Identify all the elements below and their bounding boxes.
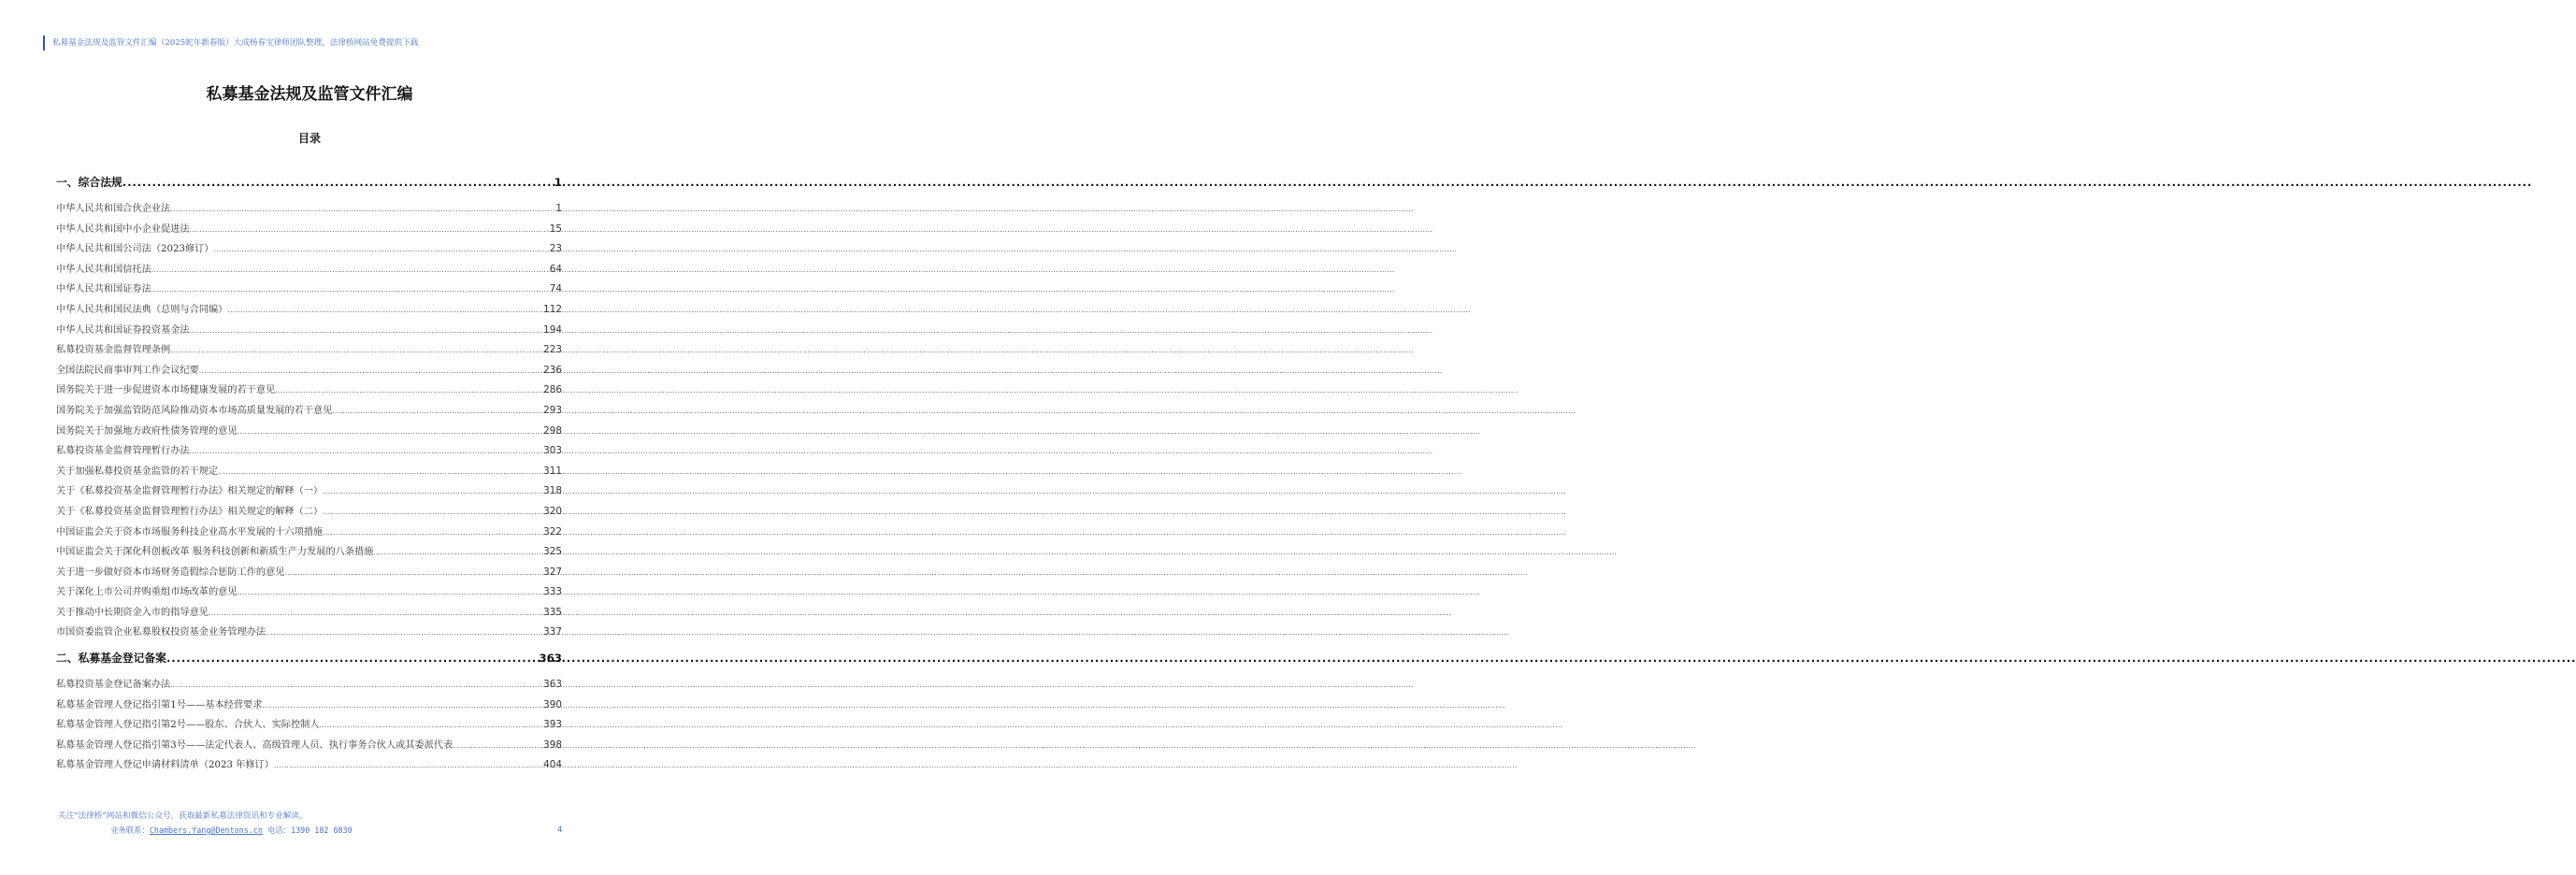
footer-contact <box>110 825 353 836</box>
toc-item-title: 私募基金管理人登记指引第1号——基本经营要求 <box>56 699 263 710</box>
toc-item-page: 318 <box>543 485 562 497</box>
toc-item-page: 15 <box>549 222 562 235</box>
toc-item-title: 中华人民共和国民法典（总则与合同编） <box>56 304 228 315</box>
toc-leader-dots <box>262 696 542 717</box>
toc-leader-dots <box>166 648 538 668</box>
toc-item-page: 194 <box>543 323 562 336</box>
toc-leader-dots <box>190 221 549 241</box>
toc-item[interactable] <box>56 300 562 321</box>
toc-item-page: 286 <box>543 384 562 396</box>
toc-item-title: 中华人民共和国中小企业促进法 <box>56 223 190 235</box>
toc-item-title: 关于深化上市公司并购重组市场改革的意见 <box>56 587 237 598</box>
toc-item[interactable] <box>56 340 562 361</box>
toc-item-page: 335 <box>543 606 562 618</box>
toc-item-page: 64 <box>549 263 562 275</box>
table-of-contents <box>56 172 562 776</box>
toc-item-title: 私募投资基金监督管理条例 <box>56 345 171 356</box>
toc-item[interactable] <box>56 563 562 583</box>
toc-heading: 目录 <box>297 132 321 145</box>
toc-item-title: 关于《私募投资基金监督管理暂行办法》相关规定的解释（一） <box>56 486 324 497</box>
toc-leader-dots <box>323 482 542 503</box>
toc-leader-dots <box>214 240 549 261</box>
contact-email-link[interactable]: Chambers.Yang@Dentons.cn <box>149 825 263 835</box>
toc-item-page: 322 <box>543 525 562 538</box>
toc-item-title: 国务院关于进一步促进资本市场健康发展的若干意见 <box>56 385 276 396</box>
toc-item-title: 国务院关于加强监管防范风险推动资本市场高质量发展的若干意见 <box>56 405 333 416</box>
toc-item-page: 327 <box>543 566 562 578</box>
toc-item-page: 325 <box>543 546 562 558</box>
toc-leader-dots <box>227 301 542 322</box>
toc-leader-dots <box>170 341 542 362</box>
toc-item-title: 国务院关于加强地方政府性债务管理的意见 <box>56 425 237 437</box>
toc-item-title: 私募投资基金登记备案办法 <box>56 680 171 691</box>
document-title: 私募基金法规及监管文件汇编 <box>206 85 413 104</box>
toc-leader-dots <box>274 756 542 777</box>
toc-item-page: 404 <box>543 759 562 771</box>
toc-item-page: 293 <box>543 404 562 416</box>
toc-item-title: 私募基金管理人登记申请材料清单（2023 年修订） <box>56 760 274 771</box>
toc-item[interactable] <box>56 736 562 756</box>
toc-item[interactable] <box>56 280 562 300</box>
page-header <box>43 36 418 50</box>
toc-item-title: 关于加强私募投资基金监管的若干规定 <box>56 466 219 477</box>
toc-item[interactable] <box>56 321 562 341</box>
toc-leader-dots <box>275 381 542 402</box>
toc-item[interactable] <box>56 441 562 462</box>
toc-item-title: 市国资委监管企业私募股权投资基金业务管理办法 <box>56 627 266 638</box>
phone-label: 电话： <box>266 825 292 835</box>
toc-leader-dots <box>266 624 542 644</box>
toc-leader-dots <box>332 402 542 423</box>
toc-leader-dots <box>218 463 542 483</box>
page-number: 4 <box>557 825 563 835</box>
toc-item[interactable] <box>56 260 562 280</box>
toc-item-page: 337 <box>543 626 562 638</box>
toc-item[interactable] <box>56 502 562 523</box>
toc-section-title: 一、综合法规 <box>56 176 122 189</box>
toc-item[interactable] <box>56 220 562 240</box>
contact-label: 业务联系： <box>110 825 150 835</box>
toc-item-title: 全国法院民商事审判工作会议纪要 <box>56 365 199 376</box>
toc-item-title: 私募基金管理人登记指引第2号——股东、合伙人、实际控制人 <box>56 720 320 731</box>
toc-item[interactable] <box>56 481 562 502</box>
toc-leader-dots <box>323 503 542 524</box>
toc-item[interactable] <box>56 401 562 422</box>
toc-item-title: 私募基金管理人登记指引第3号——法定代表人、高级管理人员、执行事务合伙人或其委派代表 <box>56 739 453 751</box>
toc-item-page: 311 <box>543 465 562 477</box>
toc-item-title: 中华人民共和国合伙企业法 <box>56 204 171 214</box>
toc-item-page: 236 <box>543 364 562 376</box>
toc-leader-dots <box>373 543 542 564</box>
toc-item-page: 23 <box>549 243 562 255</box>
toc-item-page: 398 <box>543 739 562 751</box>
toc-item[interactable] <box>56 696 562 716</box>
footer-follow-note: 关注“法律桥”网站和微信公众号，获取最新私募法律资讯和专业解读。 <box>58 811 308 821</box>
toc-item-page: 390 <box>543 698 562 710</box>
toc-item[interactable] <box>56 239 562 260</box>
contact-phone: 1390 182 6830 <box>291 825 353 835</box>
toc-item-title: 中华人民共和国公司法（2023修订） <box>56 244 214 255</box>
toc-item-page: 303 <box>543 445 562 457</box>
toc-item-page: 333 <box>543 586 562 598</box>
toc-item-page: 320 <box>543 505 562 517</box>
toc-item-page: 298 <box>543 424 562 437</box>
toc-leader-dots <box>170 200 554 221</box>
toc-leader-dots <box>285 564 543 584</box>
toc-section-title: 二、私募基金登记备案 <box>56 652 166 666</box>
toc-leader-dots <box>199 362 542 382</box>
toc-leader-dots <box>323 524 542 544</box>
toc-leader-dots <box>320 716 543 737</box>
toc-item[interactable] <box>56 380 562 401</box>
toc-item[interactable] <box>56 675 562 696</box>
toc-item-page: 112 <box>543 303 562 315</box>
toc-leader-dots <box>122 172 554 193</box>
toc-leader-dots <box>190 442 543 463</box>
toc-item-page: 223 <box>543 344 562 356</box>
toc-item[interactable] <box>56 542 562 563</box>
toc-item-title: 中华人民共和国证券投资基金法 <box>56 324 190 336</box>
toc-item-title: 中华人民共和国信托法 <box>56 264 151 275</box>
toc-item-title: 中国证监会关于深化科创板改革 服务科技创新和新质生产力发展的八条措施 <box>56 547 374 558</box>
toc-leader-dots <box>151 280 549 301</box>
toc-item[interactable] <box>56 462 562 482</box>
toc-item-title: 私募投资基金监督管理暂行办法 <box>56 446 190 457</box>
toc-leader-dots <box>237 423 543 443</box>
toc-item[interactable] <box>56 523 562 543</box>
header-text: 私募基金法规及监管文件汇编（2025蛇年新春版）大成杨春宝律师团队整理，法律桥网站免费提供下载 <box>52 38 419 48</box>
toc-item-page: 393 <box>543 719 562 731</box>
toc-item[interactable] <box>56 603 562 624</box>
toc-leader-dots <box>190 322 543 342</box>
toc-section-page: 1 <box>554 176 562 189</box>
toc-item[interactable] <box>56 361 562 381</box>
toc-item-title: 关于推动中长期资金入市的指导意见 <box>56 607 209 618</box>
toc-item-title: 关于进一步做好资本市场财务造假综合惩防工作的意见 <box>56 567 285 578</box>
toc-item[interactable] <box>56 623 562 643</box>
toc-item[interactable] <box>56 582 562 603</box>
toc-item-title: 中国证监会关于资本市场服务科技企业高水平发展的十六项措施 <box>56 526 324 538</box>
toc-leader-dots <box>237 583 543 604</box>
toc-item-title: 关于《私募投资基金监督管理暂行办法》相关规定的解释（二） <box>56 506 324 517</box>
toc-item[interactable] <box>56 755 562 776</box>
toc-leader-dots <box>170 676 542 696</box>
toc-item[interactable] <box>56 199 562 220</box>
toc-leader-dots <box>151 261 549 281</box>
toc-section-page: 363 <box>539 652 562 666</box>
toc-item-page: 363 <box>543 679 562 691</box>
toc-leader-dots <box>453 737 542 757</box>
toc-leader-dots <box>209 604 542 624</box>
toc-section-registration[interactable] <box>56 648 562 668</box>
toc-section-general-laws[interactable] <box>56 172 562 193</box>
toc-item[interactable] <box>56 715 562 736</box>
toc-item-page: 74 <box>549 283 562 295</box>
toc-item-page: 1 <box>555 203 562 214</box>
toc-item-title: 中华人民共和国证券法 <box>56 284 151 295</box>
toc-item[interactable] <box>56 422 562 442</box>
